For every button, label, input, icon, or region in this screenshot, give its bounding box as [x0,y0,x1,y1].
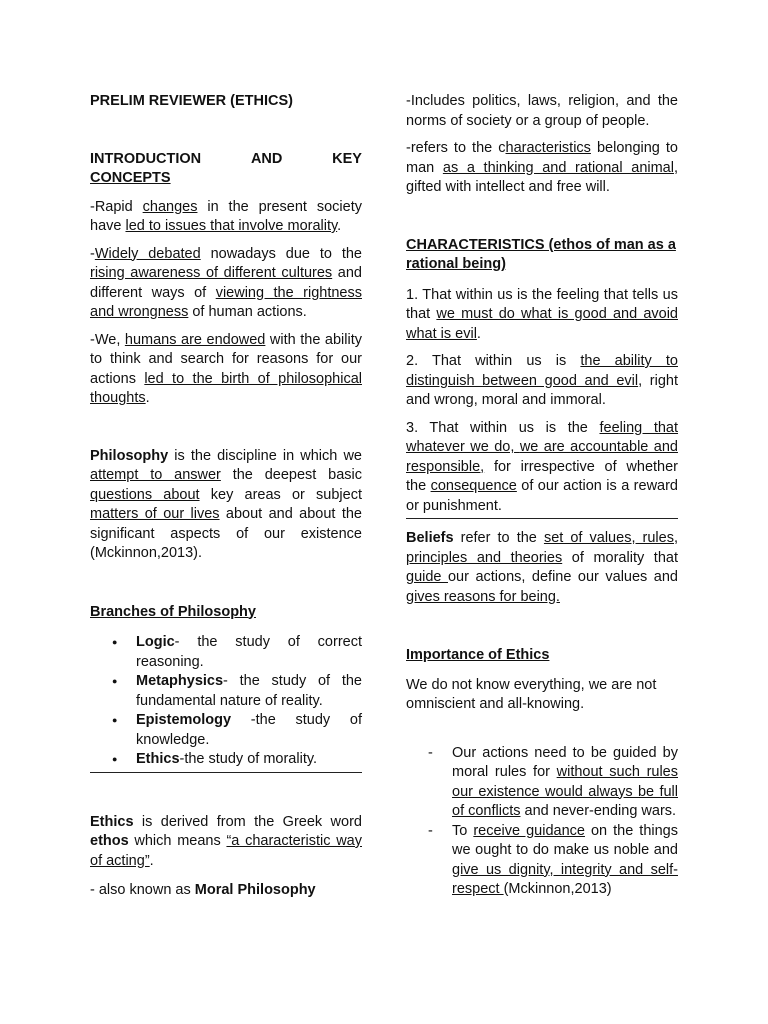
importance-heading: Importance of Ethics [406,647,550,663]
branch-item-ethics: ● Ethics-the study of morality. [90,750,362,770]
philosophy-definition: Philosophy is the discipline in which we attempt to answer the deepest basic questions about key areas or subject matters of our lives about and about the significant aspects of our existence (Mckinnon,2013). [90,447,362,561]
characteristic-1: 1. That within us is the feeling that tells us that we must do what is good and avoid what is evil. [406,286,678,342]
characteristic-2: 2. That within us is the ability to distinguish between good and evil, right and wrong, moral and immoral. [406,353,679,408]
also-known-as: - also known as Moral Philosophy [90,882,316,898]
branch-item-epistemology: ● Epistemology -the study of knowledge. [90,711,362,750]
characteristic-3: 3. That within us is the feeling that whatever we do, we are accountable and responsible, for irrespective of whether the consequence of our action is a reward or punishment. [406,419,679,514]
document-title: PRELIM REVIEWER (ETHICS) [90,93,294,109]
refers-paragraph: -refers to the characteristics belonging to man as a thinking and rational animal, gifted with intellect and free will. [406,140,678,195]
branches-list-block [90,633,362,773]
beliefs-definition: Beliefs refer to the set of values, rules, principles and theories of morality that guide our actions, define our values and gives reasons for being. [406,530,678,605]
branch-item-logic: ● Logic- the study of correct reasoning. [90,633,362,672]
intro-paragraph-2: -Widely debated nowadays due to the rising awareness of different cultures and different ways of viewing the rightness and wrongness of human actions. [90,245,362,320]
left-column [90,92,362,901]
characteristics-heading: CHARACTERISTICS (ethos of man as a rational being) [406,236,676,272]
branch-item-metaphysics: ● Metaphysics- the study of the fundamental nature of reality. [90,672,362,711]
importance-intro: We do not know everything, we are not omniscient and all-knowing. [406,676,657,712]
importance-list [406,744,678,900]
intro-paragraph-1: -Rapid changes in the present society have led to issues that involve morality. [90,198,362,234]
intro-heading: INTRODUCTION AND KEY CONCEPTS [90,150,362,186]
intro-paragraph-3: -We, humans are endowed with the ability to think and search for reasons for our actions led to the birth of philosophical thoughts. [90,331,362,406]
importance-item-2: - To receive guidance on the things we ought to do make us noble and give us dignity, integrity and self-respect (Mckinnon,2013) [406,822,678,900]
right-column [406,92,678,900]
ethics-definition: Ethics is derived from the Greek word ethos which means “a characteristic way of acting”. [90,813,362,869]
branches-heading: Branches of Philosophy [90,603,256,620]
characteristic-3-block [406,419,678,520]
branches-list [90,633,362,770]
importance-item-1: - Our actions need to be guided by moral rules for without such rules our existence would always be full of conflicts and never-ending wars. [406,744,678,822]
includes-paragraph: -Includes politics, laws, religion, and the norms of society or a group of people. [406,93,678,129]
